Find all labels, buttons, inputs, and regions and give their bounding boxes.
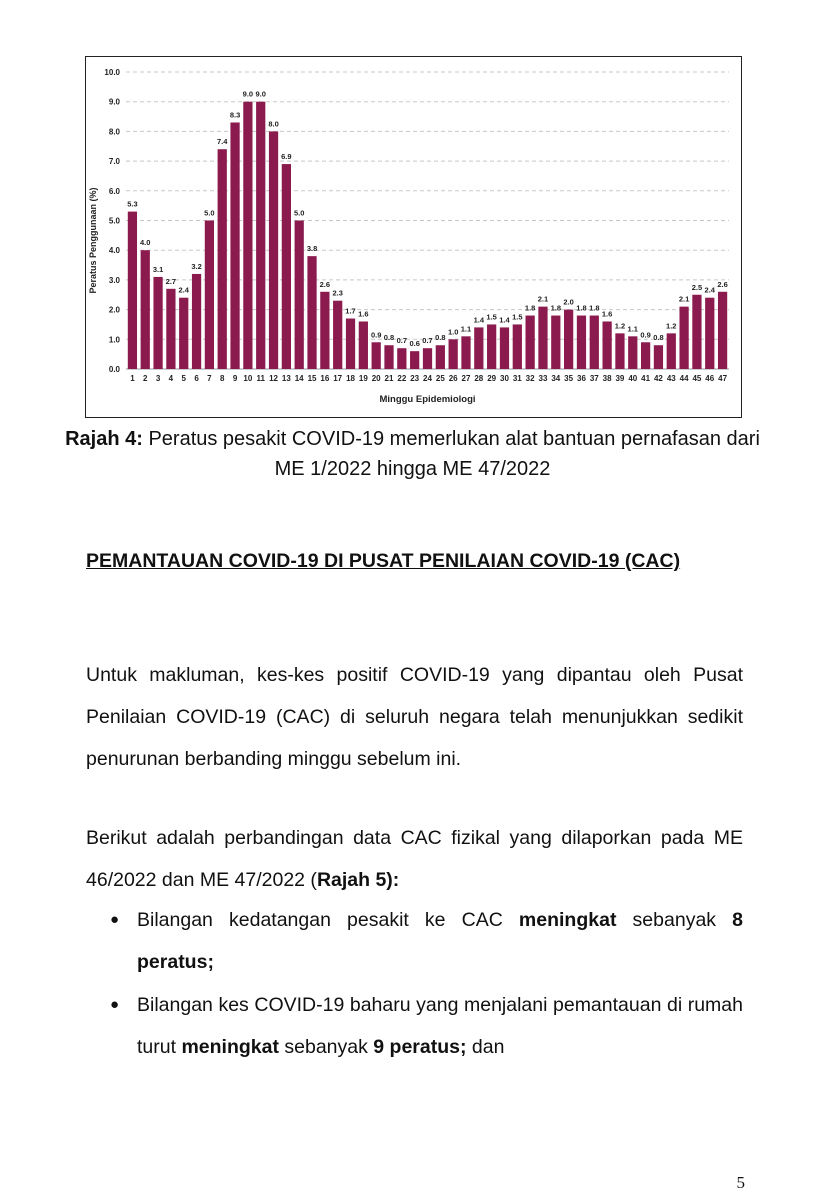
x-tick-label: 31 (512, 374, 522, 383)
data-label: 9.0 (242, 89, 254, 99)
x-tick-label: 32 (525, 374, 535, 383)
section-heading: PEMANTAUAN COVID-19 DI PUSAT PENILAIAN COVID-19 (CAC) (86, 550, 681, 572)
x-tick-label: 43 (666, 374, 676, 383)
y-tick-label: 6.0 (108, 186, 120, 196)
data-label: 1.8 (550, 303, 562, 313)
data-label: 1.6 (358, 309, 369, 319)
x-tick-label: 41 (641, 374, 651, 383)
data-label: 2.1 (678, 294, 690, 304)
data-label: 3.2 (191, 261, 202, 271)
page-number: 5 (736, 1173, 745, 1192)
y-tick-label: 4.0 (108, 246, 120, 256)
bar (410, 351, 419, 369)
bar (500, 327, 509, 369)
bar (179, 298, 188, 369)
bar (615, 333, 624, 369)
bar (243, 102, 252, 369)
x-tick-label: 39 (615, 374, 625, 383)
bar (641, 342, 650, 369)
data-label: 1.1 (627, 324, 638, 334)
data-label: 1.4 (473, 315, 485, 325)
bar (205, 221, 214, 370)
caption-label: Rajah 4: (65, 428, 143, 450)
data-label: 1.7 (345, 306, 356, 316)
bar (551, 316, 560, 369)
bar (667, 333, 676, 369)
data-label: 1.8 (524, 303, 536, 313)
bar (256, 102, 265, 369)
data-label: 2.1 (537, 294, 549, 304)
x-tick-label: 12 (269, 374, 278, 383)
x-tick-label: 46 (705, 374, 715, 383)
bar (320, 292, 329, 369)
bullet-icon: ● (110, 996, 120, 1013)
bar (359, 321, 368, 369)
data-label: 0.9 (370, 330, 382, 340)
y-tick-label: 8.0 (108, 127, 120, 137)
x-tick-label: 14 (294, 374, 304, 383)
data-label: 1.8 (589, 303, 600, 313)
data-label: 5.0 (293, 208, 305, 218)
data-label: 1.2 (614, 321, 626, 331)
x-tick-label: 13 (281, 374, 291, 383)
data-label: 1.1 (460, 324, 472, 334)
x-tick-label: 30 (500, 374, 509, 383)
chart-frame (85, 56, 742, 418)
bar (513, 324, 522, 369)
x-tick-label: 23 (410, 374, 420, 383)
x-tick-label: 37 (589, 374, 599, 383)
y-tick-label: 0.0 (108, 365, 120, 374)
bar (423, 348, 432, 369)
x-tick-label: 4 (168, 374, 174, 383)
data-label: 5.3 (127, 199, 138, 209)
data-label: 1.6 (601, 309, 613, 319)
bar (166, 289, 175, 369)
bar (692, 295, 701, 369)
data-label: 1.4 (499, 315, 510, 325)
x-tick-label: 26 (448, 374, 458, 383)
data-label: 2.6 (319, 279, 331, 289)
x-tick-label: 42 (653, 374, 663, 383)
bar (461, 336, 470, 369)
x-tick-label: 35 (564, 374, 574, 383)
data-label: 1.5 (486, 312, 497, 322)
data-label: 1.2 (666, 321, 677, 331)
bar (153, 277, 162, 369)
bullet-icon: ● (110, 911, 120, 928)
paragraph-1: Untuk makluman, kes-kes positif COVID-19 yang dipantau oleh Pusat Penilaian COVID-19 (CAC) di seluruh negara telah menunjukkan sedikit penurunan berbanding minggu sebelum ini. (86, 664, 743, 770)
x-tick-label: 16 (320, 374, 330, 383)
paragraph-2 (86, 817, 743, 901)
data-label: 3.8 (306, 244, 318, 254)
bar (449, 339, 458, 369)
bar (372, 342, 381, 369)
x-tick-label: 36 (577, 374, 586, 383)
bar (436, 345, 445, 369)
x-tick-label: 1 (130, 374, 135, 383)
x-axis-label: Minggu Epidemiologi (379, 394, 476, 405)
bar (654, 345, 663, 369)
bar (218, 149, 227, 369)
list-item (86, 899, 743, 983)
bar (295, 221, 304, 370)
bar (538, 307, 547, 369)
x-tick-label: 3 (155, 374, 161, 383)
data-label: 8.3 (229, 110, 241, 120)
paragraph-2-ref: Rajah 5): (316, 869, 400, 891)
bar (590, 316, 599, 369)
bullet-2-text-d: 9 peratus; (373, 1036, 467, 1058)
x-tick-label: 24 (423, 374, 432, 383)
x-tick-label: 6 (194, 374, 199, 383)
x-tick-label: 18 (346, 374, 355, 383)
data-label: 0.8 (435, 333, 446, 343)
bar (333, 301, 342, 369)
x-tick-label: 5 (181, 374, 186, 383)
bullet-2-text-c: sebanyak (278, 1036, 374, 1058)
bar (487, 324, 496, 369)
x-tick-label: 8 (219, 374, 225, 383)
data-label: 3.1 (152, 264, 164, 274)
bar (679, 307, 688, 369)
y-tick-label: 3.0 (108, 275, 120, 285)
data-label: 1.8 (576, 303, 587, 313)
data-label: 2.5 (691, 282, 703, 292)
x-tick-label: 27 (461, 374, 471, 383)
bullet-1-text-b: meningkat (518, 909, 617, 931)
bar-chart (86, 57, 743, 419)
x-tick-label: 11 (256, 374, 265, 383)
data-label: 9.0 (255, 89, 266, 99)
x-tick-label: 19 (358, 374, 368, 383)
x-tick-label: 21 (384, 374, 394, 383)
bar (128, 212, 137, 369)
data-label: 2.7 (165, 276, 177, 286)
bar (577, 316, 586, 369)
bar (705, 298, 714, 369)
y-tick-label: 5.0 (108, 216, 120, 226)
x-tick-label: 28 (474, 374, 484, 383)
bar (718, 292, 727, 369)
bullet-list (86, 899, 743, 1069)
figure-caption (60, 424, 765, 484)
bar (269, 131, 278, 369)
data-label: 0.7 (396, 336, 408, 346)
bar (628, 336, 637, 369)
paragraph-2-text: Berikut adalah perbandingan data CAC fizikal yang dilaporkan pada ME 46/2022 dan ME 47/2022 ( (86, 827, 743, 891)
x-tick-label: 29 (487, 374, 497, 383)
bar (307, 256, 316, 369)
x-tick-label: 22 (397, 374, 407, 383)
bullet-2-text-e: dan (466, 1036, 505, 1058)
data-label: 5.0 (204, 208, 215, 218)
data-label: 2.3 (332, 288, 343, 298)
bar (141, 250, 150, 369)
bullet-1-text-d: 8 peratus; (137, 909, 744, 973)
bar (474, 327, 483, 369)
bar (282, 164, 291, 369)
x-tick-label: 33 (538, 374, 548, 383)
data-label: 7.4 (217, 137, 228, 147)
data-label: 2.4 (178, 285, 189, 295)
bullet-1-text-c: sebanyak (616, 909, 733, 931)
data-label: 0.7 (422, 336, 433, 346)
x-tick-label: 20 (371, 374, 381, 383)
x-tick-label: 40 (628, 374, 638, 383)
x-tick-label: 10 (243, 374, 253, 383)
y-axis-label: Peratus Penggunaan (%) (88, 187, 98, 294)
data-label: 2.6 (717, 279, 728, 289)
x-tick-label: 15 (307, 374, 317, 383)
bar (526, 316, 535, 369)
data-label: 0.8 (653, 333, 664, 343)
data-label: 8.0 (268, 119, 279, 129)
x-tick-label: 47 (718, 374, 728, 383)
data-label: 4.0 (140, 238, 151, 248)
y-tick-label: 2.0 (108, 305, 120, 315)
bar (397, 348, 406, 369)
data-label: 1.5 (512, 312, 523, 322)
bar (230, 122, 239, 369)
y-tick-label: 10.0 (104, 68, 120, 77)
x-tick-label: 44 (679, 374, 689, 383)
bar (346, 319, 355, 369)
x-tick-label: 25 (435, 374, 445, 383)
x-tick-label: 34 (551, 374, 561, 383)
x-tick-label: 17 (333, 374, 343, 383)
x-tick-label: 9 (232, 374, 238, 383)
x-tick-label: 38 (602, 374, 612, 383)
bullet-2-text-b: meningkat (181, 1036, 279, 1058)
y-tick-label: 1.0 (108, 335, 120, 345)
list-item (86, 984, 743, 1068)
data-label: 0.6 (409, 339, 420, 349)
data-label: 2.4 (704, 285, 715, 295)
bullet-1-text-a: Bilangan kedatangan pesakit ke CAC (137, 909, 519, 931)
x-tick-label: 2 (143, 374, 148, 383)
bar (192, 274, 201, 369)
bar (564, 310, 573, 369)
data-label: 2.0 (563, 297, 574, 307)
y-tick-label: 7.0 (108, 157, 120, 167)
bullet-2-text-a: Bilangan kes COVID-19 baharu yang menjalani pemantauan di rumah turut (137, 994, 743, 1058)
data-label: 0.8 (383, 333, 395, 343)
data-label: 0.9 (640, 330, 651, 340)
bar (602, 321, 611, 369)
x-tick-label: 7 (207, 374, 212, 383)
data-label: 1.0 (447, 327, 459, 337)
data-label: 6.9 (281, 152, 292, 162)
x-tick-label: 45 (692, 374, 702, 383)
y-tick-label: 9.0 (108, 97, 120, 107)
bar (384, 345, 393, 369)
caption-text: Peratus pesakit COVID-19 memerlukan alat bantuan pernafasan dari ME 1/2022 hingga ME 47/2022 (142, 428, 760, 480)
